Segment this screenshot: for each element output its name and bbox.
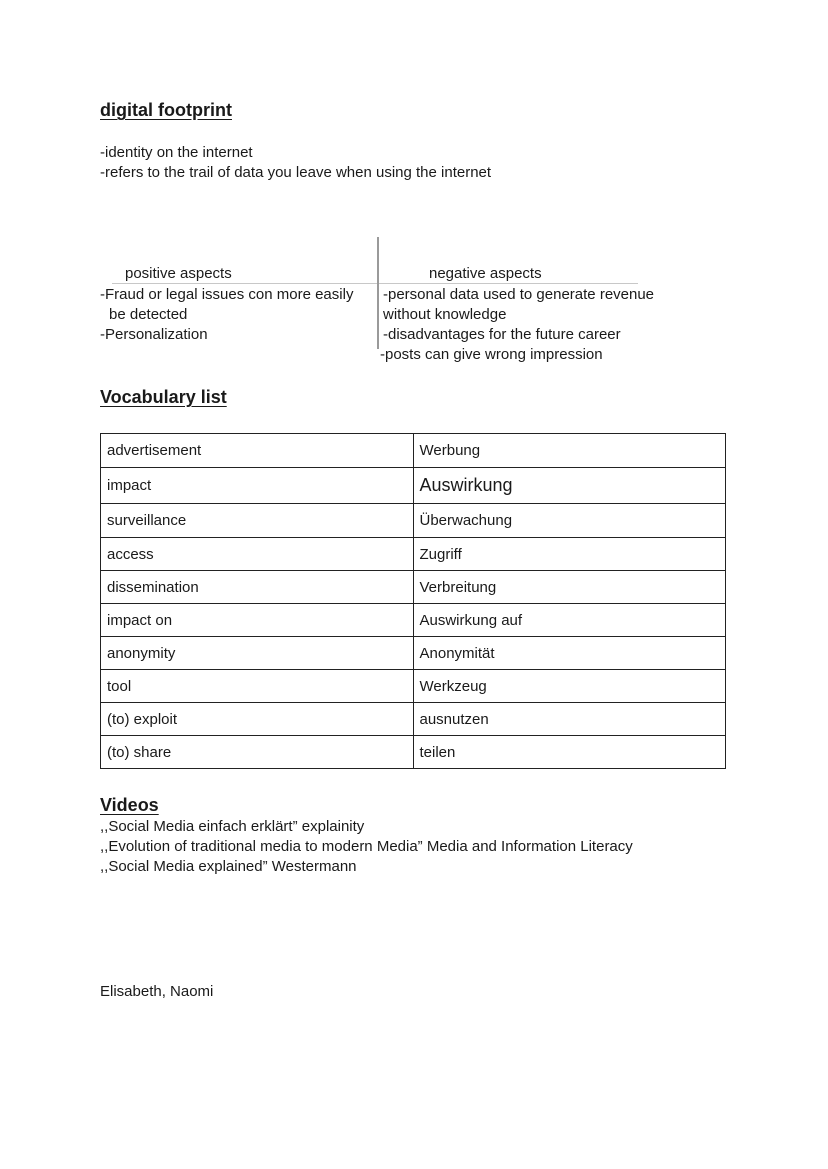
table-row [101,571,726,604]
positive-aspect-2: -Personalization [100,326,208,343]
vocab-de: ausnutzen [413,703,726,736]
vocab-table [100,433,726,769]
footprint-title: digital footprint [100,100,232,120]
video-item-1: ,,Social Media einfach erklärt” explainity [100,818,365,835]
videos-title: Videos [100,795,159,815]
vocab-en: (to) share [101,736,414,769]
authors: Elisabeth, Naomi [100,983,214,1000]
footprint-line-2: -refers to the trail of data you leave when using the internet [100,164,492,181]
vocab-de: Auswirkung auf [413,604,726,637]
table-row [101,504,726,538]
negative-aspect-1: -personal data used to generate revenue [383,286,655,303]
vocab-de: Werbung [413,434,726,468]
vocab-en: (to) exploit [101,703,414,736]
table-row [101,468,726,504]
vocab-en: tool [101,670,414,703]
vocab-de: teilen [413,736,726,769]
vocab-en: dissemination [101,571,414,604]
negative-aspect-1-cont: without knowledge [383,306,507,323]
vocab-en: surveillance [101,504,414,538]
table-row [101,736,726,769]
vocab-de: Verbreitung [413,571,726,604]
vocab-de: Überwachung [413,504,726,538]
video-item-3: ,,Social Media explained” Westermann [100,858,357,875]
table-row [101,703,726,736]
vocab-en: advertisement [101,434,414,468]
video-item-2: ,,Evolution of traditional media to modern Media” Media and Information Literacy [100,838,633,855]
aspects-divider-vertical [377,237,379,349]
vocab-en: impact [101,468,414,504]
positive-aspects-header: positive aspects [125,265,232,282]
vocab-de: Werkzeug [413,670,726,703]
negative-aspect-2: -disadvantages for the future career [383,326,621,343]
vocab-en: anonymity [101,637,414,670]
table-row [101,670,726,703]
vocab-de: Anonymität [413,637,726,670]
table-row [101,434,726,468]
negative-aspect-3: -posts can give wrong impression [380,346,603,363]
vocab-en: impact on [101,604,414,637]
vocab-title: Vocabulary list [100,387,227,407]
vocab-en: access [101,538,414,571]
vocab-de: Auswirkung [413,468,726,504]
table-row [101,604,726,637]
vocab-de: Zugriff [413,538,726,571]
positive-aspect-1-cont: be detected [109,306,188,323]
footprint-line-1: -identity on the internet [100,144,253,161]
table-row [101,637,726,670]
table-row [101,538,726,571]
positive-aspect-1: -Fraud or legal issues con more easily [100,286,354,303]
negative-aspects-header: negative aspects [429,265,542,282]
